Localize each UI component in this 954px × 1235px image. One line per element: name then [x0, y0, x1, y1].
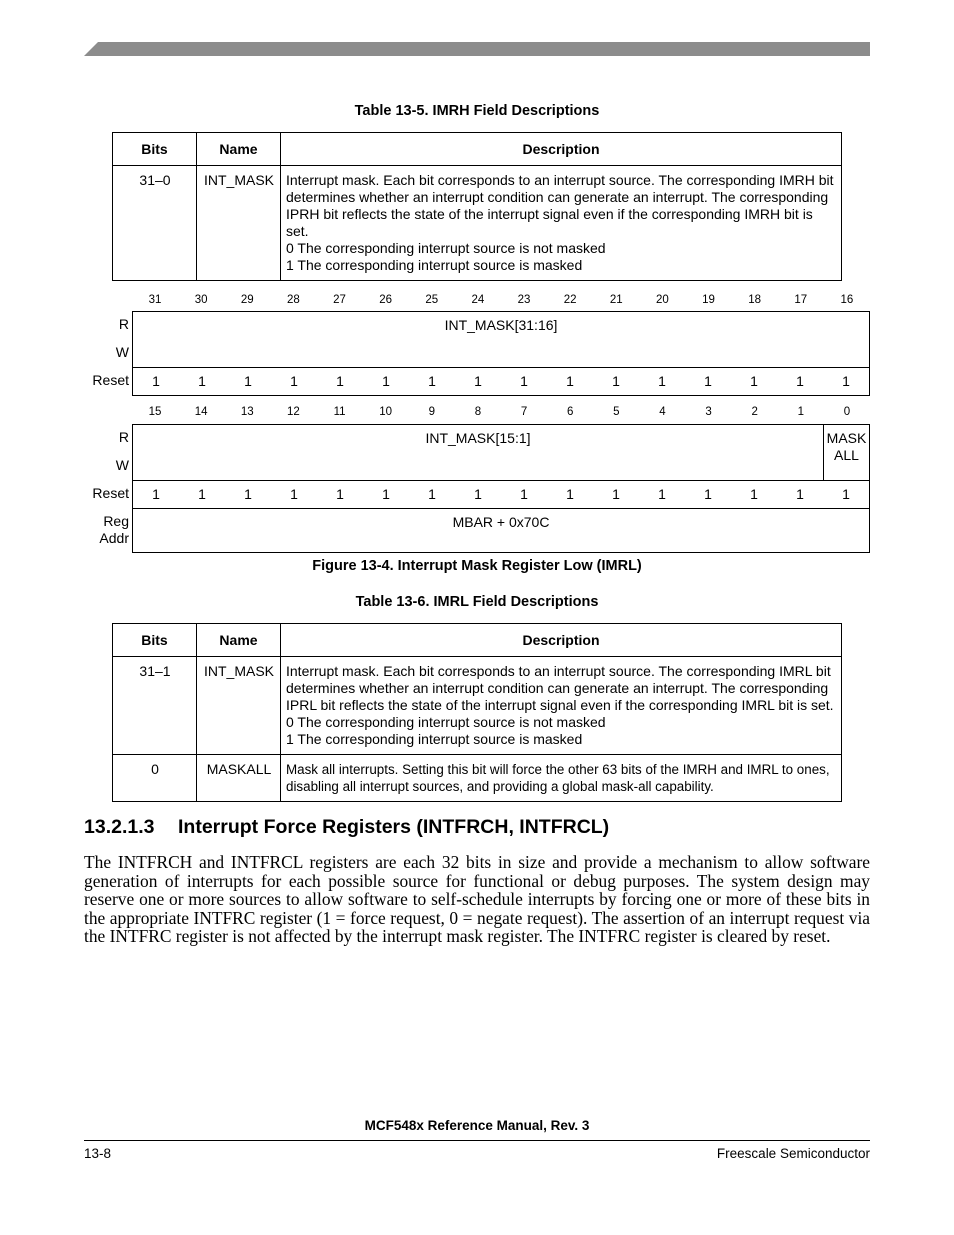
- cell-bits: 31–0: [113, 166, 197, 281]
- desc-line: 1 The corresponding interrupt source is masked: [286, 731, 583, 747]
- reset-value: 1: [474, 373, 482, 389]
- section-heading: [84, 816, 609, 839]
- reset-value: 1: [244, 486, 252, 502]
- section-number: 13.2.1.3: [84, 816, 155, 838]
- reset-value: 1: [842, 373, 850, 389]
- footer-company: Freescale Semiconductor: [716, 1146, 870, 1161]
- desc-line: determines whether an interrupt condition can generate an interrupt. The corresponding: [286, 680, 829, 696]
- cell-bits: 0: [113, 755, 197, 802]
- reset-value: 1: [428, 373, 436, 389]
- reset-value: 1: [796, 373, 804, 389]
- write-label: W: [115, 344, 129, 360]
- reset-values-upper: [132, 367, 870, 396]
- reset-value: 1: [474, 486, 482, 502]
- reset-value: 1: [290, 486, 298, 502]
- bit-numbers-lower: [132, 406, 870, 420]
- reset-value: 1: [428, 486, 436, 502]
- section-title-text: Interrupt Force Registers (INTFRCH, INTFRCL): [178, 816, 610, 838]
- table-header-row: [113, 133, 842, 166]
- reset-values-lower: [132, 480, 870, 509]
- table-header-row: [113, 624, 842, 657]
- header-bits: Bits: [113, 624, 197, 657]
- bit-number: 4: [659, 406, 666, 418]
- field-int-mask-upper: INT_MASK[31:16]: [132, 311, 870, 368]
- reset-value: 1: [704, 486, 712, 502]
- table-row: [113, 755, 842, 802]
- cell-name: INT_MASK: [197, 657, 281, 755]
- header-description: Description: [281, 133, 842, 166]
- bit-number: 16: [840, 294, 854, 306]
- header-name: Name: [197, 133, 281, 166]
- imrl-field-table: [112, 623, 842, 802]
- reset-value: 1: [796, 486, 804, 502]
- field-mask-all: [823, 424, 870, 481]
- read-label: R: [118, 316, 129, 332]
- desc-line: Interrupt mask. Each bit corresponds to an interrupt source. The corresponding IMRH bit: [286, 172, 834, 188]
- bit-number: 29: [240, 294, 254, 306]
- reset-value: 1: [290, 373, 298, 389]
- desc-line: Mask all interrupts. Setting this bit will force the other 63 bits of the IMRH and IMRL to ones,: [286, 762, 830, 777]
- bit-number: 30: [194, 294, 208, 306]
- bit-number: 18: [748, 294, 762, 306]
- cell-name: MASKALL: [197, 755, 281, 802]
- bit-number: 28: [287, 294, 300, 306]
- desc-line: 0 The corresponding interrupt source is not masked: [286, 240, 606, 256]
- bit-number: 9: [428, 406, 436, 418]
- reset-value: 1: [566, 373, 574, 389]
- reset-value: 1: [566, 486, 574, 502]
- reset-value: 1: [520, 373, 528, 389]
- cell-name: INT_MASK: [197, 166, 281, 281]
- bit-number: 20: [656, 294, 669, 306]
- reg-addr-label-line2: Addr: [99, 530, 129, 546]
- bit-number: 23: [517, 294, 531, 306]
- bit-number: 21: [609, 294, 623, 306]
- bit-number: 5: [613, 406, 620, 418]
- bit-number: 19: [702, 294, 715, 306]
- bit-number: 2: [751, 406, 758, 418]
- cell-description: [281, 166, 842, 281]
- reset-value: 1: [658, 373, 666, 389]
- desc-line: determines whether an interrupt condition can generate an interrupt. The corresponding: [286, 189, 829, 205]
- reset-value: 1: [612, 486, 620, 502]
- imrl-register-diagram: [84, 294, 870, 554]
- reg-addr-label: [99, 513, 129, 547]
- section-paragraph: The INTFRCH and INTFRCL registers are each 32 bits in size and provide a mechanism to allow software generation of interrupts for each possible source for functional or debug purposes. The system design may reserve one or more sources to allow software to self-schedule interrupts by forcing one or more of these bits in the appropriate INTFRC register (1 = force request, 0 = negate request). The assertion of an interrupt request via the INTFRC register is not affected by the interrupt mask register. The INTFRC register is cleared by reset.: [84, 852, 870, 947]
- bit-number: 11: [333, 406, 346, 418]
- bit-number: 6: [566, 406, 574, 418]
- reset-label: Reset: [92, 485, 129, 501]
- reset-value: 1: [336, 486, 344, 502]
- reset-value: 1: [198, 373, 206, 389]
- reset-value: 1: [198, 486, 206, 502]
- reset-value: 1: [382, 373, 390, 389]
- page-number: 13-8: [84, 1146, 112, 1161]
- footer-document-title: MCF548x Reference Manual, Rev. 3: [364, 1118, 590, 1133]
- footer-divider: [84, 1140, 870, 1141]
- desc-line: IPRH bit reflects the state of the interrupt signal even if the corresponding IMRH bit is set.: [286, 206, 813, 239]
- reset-value: 1: [382, 486, 390, 502]
- reset-value: 1: [842, 486, 850, 502]
- reset-value: 1: [244, 373, 252, 389]
- table-row: [113, 657, 842, 755]
- field-int-mask-lower: INT_MASK[15:1]: [132, 424, 824, 481]
- bit-number: 24: [471, 294, 485, 306]
- write-label: W: [115, 457, 129, 473]
- bit-number: 13: [240, 406, 254, 418]
- bit-number: 27: [333, 294, 346, 306]
- header-bits: Bits: [113, 133, 197, 166]
- bit-number: 31: [148, 294, 162, 306]
- table-caption-imrl: Table 13-6. IMRL Field Descriptions: [355, 594, 599, 610]
- bit-number: 1: [797, 406, 805, 418]
- bit-number: 12: [287, 406, 300, 418]
- reset-value: 1: [520, 486, 528, 502]
- desc-line: IPRL bit reflects the state of the interrupt signal even if the corresponding IMRL bit is set.: [286, 697, 834, 713]
- bit-number: 10: [379, 406, 393, 418]
- imrh-field-table: [112, 132, 842, 281]
- field-mask-all-line1: MASK: [826, 430, 867, 446]
- desc-line: Interrupt mask. Each bit corresponds to an interrupt source. The corresponding IMRL bit: [286, 663, 831, 679]
- bit-numbers-upper: [132, 294, 870, 308]
- reset-value: 1: [612, 373, 620, 389]
- table-caption-imrh: Table 13-5. IMRH Field Descriptions: [354, 103, 600, 119]
- cell-bits: 31–1: [113, 657, 197, 755]
- field-mask-all-line2: ALL: [834, 447, 859, 463]
- header-name: Name: [197, 624, 281, 657]
- reset-value: 1: [704, 373, 712, 389]
- bit-number: 22: [563, 294, 577, 306]
- reset-label: Reset: [92, 372, 129, 388]
- bit-number: 25: [425, 294, 439, 306]
- reset-value: 1: [152, 486, 160, 502]
- bit-number: 17: [794, 294, 808, 306]
- reset-value: 1: [750, 486, 758, 502]
- read-label: R: [118, 429, 129, 445]
- header-description: Description: [281, 624, 842, 657]
- reset-value: 1: [152, 373, 160, 389]
- bit-number: 15: [148, 406, 162, 418]
- bit-number: 7: [520, 406, 528, 418]
- reg-addr-value: MBAR + 0x70C: [132, 508, 870, 553]
- reset-value: 1: [750, 373, 758, 389]
- desc-line: 0 The corresponding interrupt source is not masked: [286, 714, 606, 730]
- reset-value: 1: [336, 373, 344, 389]
- cell-description: [281, 657, 842, 755]
- desc-line: 1 The corresponding interrupt source is masked: [286, 257, 583, 273]
- figure-caption: Figure 13-4. Interrupt Mask Register Low (IMRL): [312, 558, 642, 574]
- reg-addr-label-line1: Reg: [103, 513, 129, 529]
- bit-number: 14: [194, 406, 208, 418]
- cell-description: [281, 755, 842, 802]
- bit-number: 3: [705, 406, 712, 418]
- desc-line: disabling all interrupt sources, and providing a global mask-all capability.: [286, 779, 714, 794]
- table-row: [113, 166, 842, 281]
- bit-number: 26: [379, 294, 393, 306]
- bit-number: 0: [843, 406, 851, 418]
- reset-value: 1: [658, 486, 666, 502]
- bit-number: 8: [474, 406, 482, 418]
- header-bar: [84, 42, 870, 56]
